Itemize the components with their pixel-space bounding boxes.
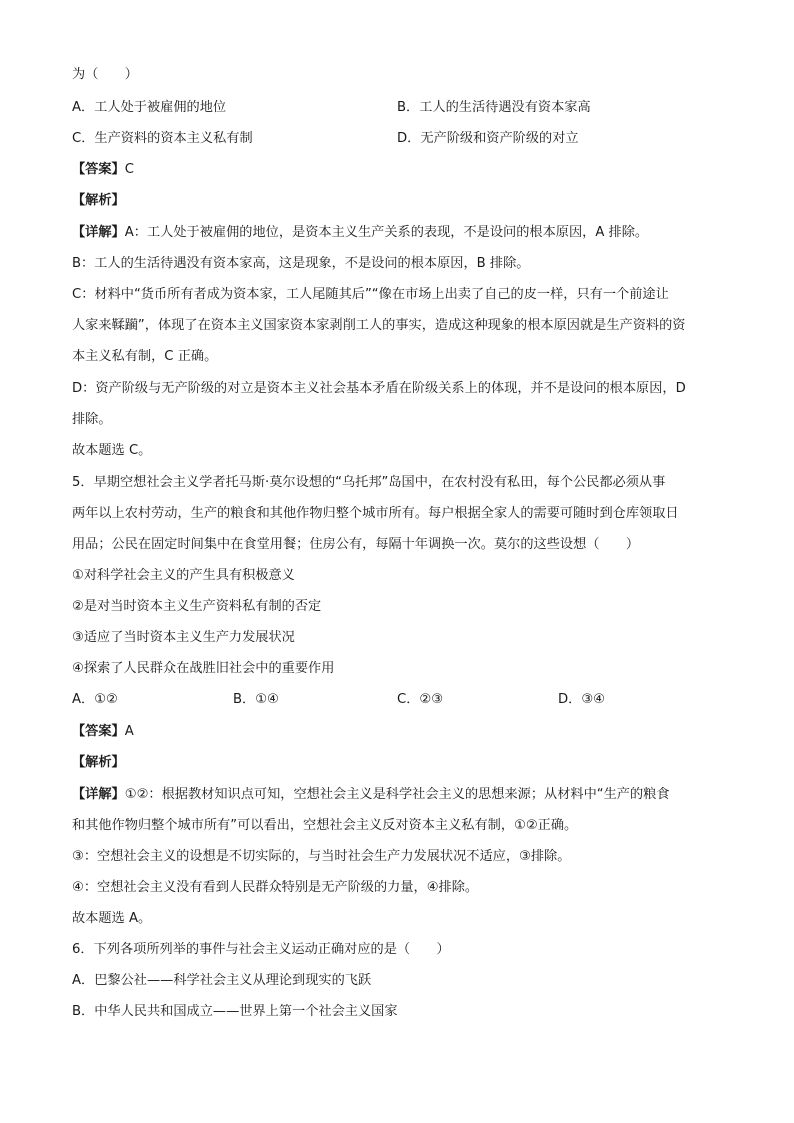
q4-detail-3a: C：材料中“货币所有者成为资本家，工人尾随其后”“像在市场上出卖了自己的皮一样，只有一个前途让 <box>72 287 669 302</box>
q5-stem-3: 用品；公民在固定时间集中在食堂用餐；住房公有，每隔十年调换一次。莫尔的这些设想（ ） <box>72 537 640 552</box>
q4-analysis-tag: 【解析】 <box>72 193 125 208</box>
q5-statement-3: ③适应了当时资本主义生产力发展状况 <box>72 630 295 645</box>
answer-value: A <box>124 724 134 739</box>
q4-conclusion: 故本题选 C。 <box>72 443 152 458</box>
q5-stem-1: 5．早期空想社会主义学者托马斯·莫尔设想的“乌托邦”岛国中，在农村没有私田，每个公民都必须从事 <box>72 475 666 490</box>
q5-statement-4: ④探索了人民群众在战胜旧社会中的重要作用 <box>72 661 335 676</box>
answer-tag: 【答案】 <box>72 162 125 177</box>
q5-conclusion: 故本题选 A。 <box>72 911 152 926</box>
q5-detail-1a <box>72 786 670 804</box>
q5-detail-1b: 和其他作物归整个城市所有”可以看出，空想社会主义反对资本主义私有制，①②正确。 <box>72 818 578 833</box>
q6-option-a: A．巴黎公社——科学社会主义从理论到现实的飞跃 <box>72 973 372 988</box>
q4-detail-4b: 排除。 <box>72 412 112 427</box>
q4-option-a: A．工人处于被雇佣的地位 <box>72 100 227 115</box>
q4-stem-end: 为（ ） <box>72 67 138 82</box>
q4-detail-4a: D：资产阶级与无产阶级的对立是资本主义社会基本矛盾在阶级关系上的体现，并不是设问的根本原因，D <box>72 381 686 396</box>
q5-statement-2: ②是对当时资本主义生产资料私有制的否定 <box>72 599 322 614</box>
q5-detail-2: ③：空想社会主义的设想是不切实际的，与当时社会生产力发展状况不适应，③排除。 <box>72 849 571 864</box>
q4-option-d: D．无产阶级和资产阶级的对立 <box>397 131 579 146</box>
q4-detail-1 <box>72 224 648 242</box>
detail-text: ①②：根据教材知识点可知，空想社会主义是科学社会主义的思想来源；从材料中“生产的粮食 <box>124 787 670 802</box>
q5-option-a: A．①② <box>72 692 118 707</box>
detail-text: A：工人处于被雇佣的地位，是资本主义生产关系的表现，不是设问的根本原因，A 排除。 <box>124 225 649 240</box>
q5-option-b: B．①④ <box>233 692 279 707</box>
answer-value: C <box>124 162 134 177</box>
q4-detail-3b: 人家来鞣躏”，体现了在资本主义国家资本家剥削工人的事实，造成这种现象的根本原因就是生产资料的资 <box>72 318 686 333</box>
q4-option-b: B．工人的生活待遇没有资本家高 <box>397 100 591 115</box>
q5-stem-2: 两年以上农村劳动，生产的粮食和其他作物归整个城市所有。每户根据全家人的需要可随时到仓库领取日 <box>72 506 679 521</box>
q4-detail-3c: 本主义私有制，C 正确。 <box>72 349 218 364</box>
q4-answer <box>72 161 134 179</box>
q5-answer <box>72 723 134 741</box>
q5-statement-1: ①对科学社会主义的产生具有积极意义 <box>72 568 295 583</box>
detail-tag: 【详解】 <box>72 787 125 802</box>
q5-option-c: C．②③ <box>397 692 444 707</box>
q5-detail-3: ④：空想社会主义没有看到人民群众特别是无产阶级的力量，④排除。 <box>72 880 479 895</box>
answer-tag: 【答案】 <box>72 724 125 739</box>
q4-detail-2: B：工人的生活待遇没有资本家高，这是现象，不是设问的根本原因，B 排除。 <box>72 256 530 271</box>
detail-tag: 【详解】 <box>72 225 125 240</box>
q5-analysis-tag: 【解析】 <box>72 755 125 770</box>
q6-stem: 6．下列各项所列举的事件与社会主义运动正确对应的是（ ） <box>72 942 450 957</box>
q5-option-d: D．③④ <box>558 692 605 707</box>
q4-option-c: C．生产资料的资本主义私有制 <box>72 131 253 146</box>
q6-option-b: B．中华人民共和国成立——世界上第一个社会主义国家 <box>72 1004 398 1019</box>
